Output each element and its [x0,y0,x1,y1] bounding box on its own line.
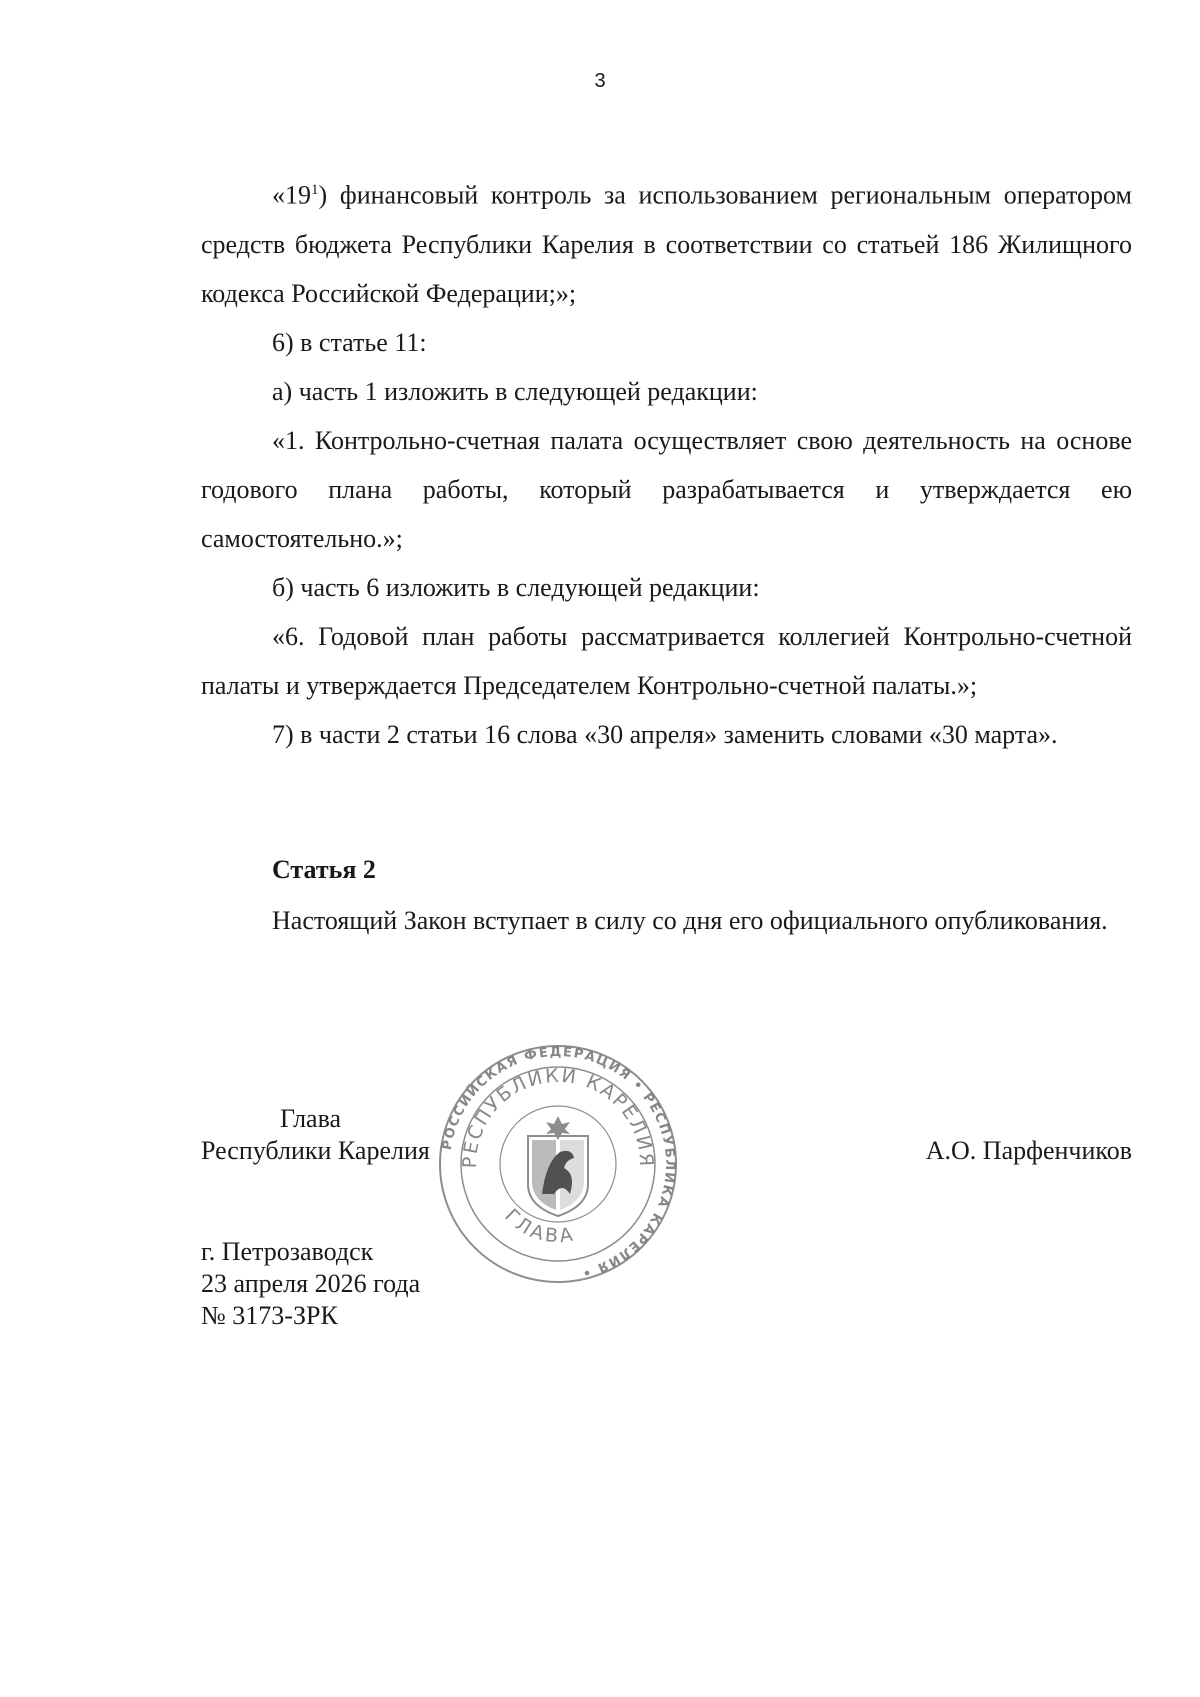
article-2-heading: Статья 2 [272,855,376,884]
paragraph-item-7: 7) в части 2 статьи 16 слова «30 апреля» заменить словами «30 марта». [272,719,1058,749]
paragraph-item-b: б) часть 6 изложить в следующей редакции: [272,572,760,602]
superscript: 1 [311,182,319,198]
official-seal [438,1044,678,1284]
paragraph-prefix: «19 [272,180,311,210]
article-2-text: Настоящий Закон вступает в силу со дня его официального опубликования. [272,906,1108,935]
paragraph-item-6: 6) в статье 11: [272,327,427,357]
paragraph-19-1 [201,166,1132,318]
document-body [201,166,1132,759]
svg-text:ГЛАВА [500,1205,577,1248]
law-date: 23 апреля 2026 года [201,1269,421,1298]
signatory-title-line-2: Республики Карелия [201,1136,430,1165]
paragraph-part-1: «1. Контрольно-счетная палата осуществляет свою деятельность на основе годового плана работы, который разрабатывается и утверждается ею самостоятельно.»; [201,425,1132,553]
place-date-number [201,1236,420,1332]
seal-outer-text: РОССИЙСКАЯ ФЕДЕРАЦИЯ • РЕСПУБЛИКА КАРЕЛИЯ • [439,1044,678,1281]
paragraph-part-6: «6. Годовой план работы рассматривается коллегией Контрольно-счетной палаты и утверждается Председателем Контрольно-счетной палаты.»; [201,621,1132,700]
signatory-title-line-1: Глава [280,1104,342,1133]
signatory-name: А.О. Парфенчиков [925,1136,1132,1165]
city: г. Петрозаводск [201,1237,374,1266]
article-2-body [201,896,1132,945]
seal-inner-top-text: РЕСПУБЛИКИ КАРЕЛИЯ [458,1064,658,1169]
law-number: № 3173-ЗРК [201,1301,338,1330]
paragraph-item-a: а) часть 1 изложить в следующей редакции: [272,376,758,406]
page-number: 3 [594,70,606,92]
coat-of-arms-icon [528,1116,588,1216]
paragraph-text: ) финансовый контроль за использованием региональным оператором средств бюджета Республики Карелия в соответствии со статьей 186 Жилищного кодекса Российской Федерации;»; [201,180,1132,308]
seal-inner-bottom-text: ГЛАВА [500,1204,578,1248]
